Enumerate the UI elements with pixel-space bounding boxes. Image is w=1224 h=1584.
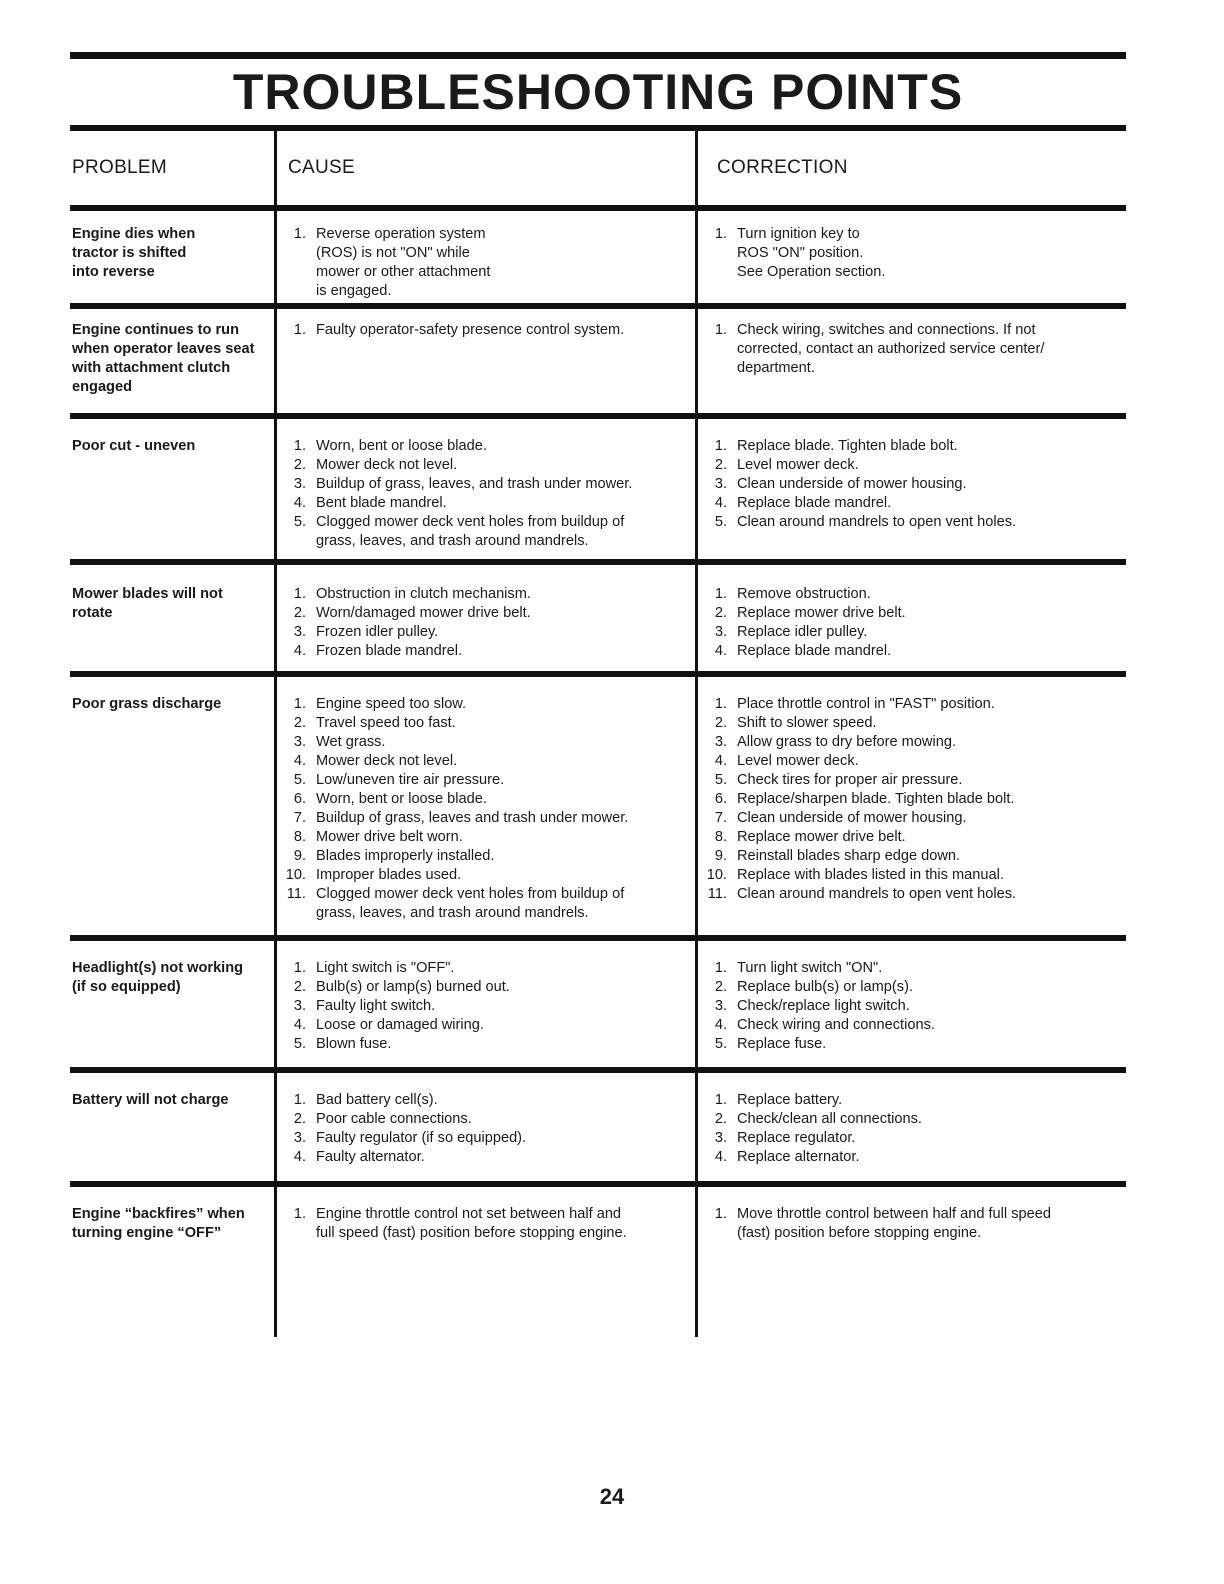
correction-list bbox=[705, 1091, 1126, 1167]
item-number: 4. bbox=[293, 1149, 306, 1165]
problem-cell: Poor cut - uneven bbox=[72, 438, 196, 454]
correction-item bbox=[705, 866, 1126, 885]
cause-cell bbox=[274, 225, 695, 303]
item-text: Improper blades used. bbox=[316, 867, 462, 883]
troubleshooting-table bbox=[70, 131, 1126, 1249]
correction-item bbox=[705, 752, 1126, 771]
item-number: 1. bbox=[293, 322, 306, 338]
item-text: Check wiring, switches and connections. If not corrected, contact an authorized service center/ department. bbox=[737, 322, 1045, 376]
table-row bbox=[70, 1073, 1126, 1181]
item-number: 1. bbox=[293, 960, 306, 976]
correction-list bbox=[705, 585, 1126, 661]
item-text: Mower deck not level. bbox=[316, 753, 458, 769]
item-text: Level mower deck. bbox=[737, 457, 859, 473]
correction-list bbox=[705, 1205, 1126, 1243]
cause-cell bbox=[274, 959, 695, 1067]
cause-item bbox=[284, 1091, 695, 1110]
correction-item bbox=[705, 847, 1126, 866]
cause-item bbox=[284, 695, 695, 714]
item-text: Faulty alternator. bbox=[316, 1149, 425, 1165]
correction-cell bbox=[695, 225, 1126, 303]
page-number: 24 bbox=[599, 1484, 625, 1509]
correction-item bbox=[705, 733, 1126, 752]
cause-item bbox=[284, 828, 695, 847]
item-text: Buildup of grass, leaves, and trash under mower. bbox=[316, 476, 633, 492]
correction-item bbox=[705, 623, 1126, 642]
cause-item bbox=[284, 978, 695, 997]
correction-cell bbox=[695, 437, 1126, 559]
item-text: Level mower deck. bbox=[737, 753, 859, 769]
correction-item bbox=[705, 695, 1126, 714]
item-text: Allow grass to dry before mowing. bbox=[737, 734, 956, 750]
item-number: 3. bbox=[293, 1130, 306, 1146]
item-text: Worn, bent or loose blade. bbox=[316, 791, 487, 807]
item-number: 1. bbox=[293, 586, 306, 602]
cause-cell bbox=[274, 437, 695, 559]
cause-cell bbox=[274, 695, 695, 935]
item-text: Engine speed too slow. bbox=[316, 696, 467, 712]
header-cause: CAUSE bbox=[288, 157, 355, 178]
cause-item bbox=[284, 623, 695, 642]
cause-item bbox=[284, 733, 695, 752]
item-number: 5. bbox=[293, 514, 306, 530]
correction-item bbox=[705, 809, 1126, 828]
correction-list bbox=[705, 959, 1126, 1054]
item-number: 1. bbox=[293, 1092, 306, 1108]
item-text: Move throttle control between half and full speed (fast) position before stopping engine. bbox=[737, 1206, 1051, 1241]
correction-list bbox=[705, 695, 1126, 904]
item-number: 6. bbox=[293, 791, 306, 807]
cause-list bbox=[284, 585, 695, 661]
table-row bbox=[70, 677, 1126, 935]
cause-item bbox=[284, 604, 695, 623]
troubleshooting-page bbox=[70, 52, 1126, 1249]
cause-list bbox=[284, 321, 695, 340]
table-row bbox=[70, 941, 1126, 1067]
item-number: 5. bbox=[714, 1036, 727, 1052]
item-text: Check/replace light switch. bbox=[737, 998, 910, 1014]
cause-item bbox=[284, 513, 695, 551]
item-number: 10. bbox=[706, 867, 727, 883]
cause-list bbox=[284, 959, 695, 1054]
item-number: 5. bbox=[293, 772, 306, 788]
item-number: 1. bbox=[714, 1092, 727, 1108]
item-text: Low/uneven tire air pressure. bbox=[316, 772, 505, 788]
item-number: 5. bbox=[714, 514, 727, 530]
item-number: 5. bbox=[293, 1036, 306, 1052]
cause-list bbox=[284, 1205, 695, 1243]
item-text: Bulb(s) or lamp(s) burned out. bbox=[316, 979, 510, 995]
problem-cell: Engine dies when tractor is shifted into reverse bbox=[72, 226, 196, 280]
item-text: Clean underside of mower housing. bbox=[737, 810, 967, 826]
item-text: Faulty light switch. bbox=[316, 998, 436, 1014]
item-text: Check wiring and connections. bbox=[737, 1017, 935, 1033]
table-header bbox=[70, 131, 1126, 205]
item-number: 3. bbox=[293, 998, 306, 1014]
item-text: Replace idler pulley. bbox=[737, 624, 868, 640]
item-number: 4. bbox=[714, 1017, 727, 1033]
correction-item bbox=[705, 225, 1126, 282]
item-number: 1. bbox=[293, 1206, 306, 1222]
cause-item bbox=[284, 771, 695, 790]
item-text: Mower drive belt worn. bbox=[316, 829, 463, 845]
cause-item bbox=[284, 475, 695, 494]
correction-item bbox=[705, 1129, 1126, 1148]
item-text: Frozen blade mandrel. bbox=[316, 643, 463, 659]
table-row bbox=[70, 565, 1126, 671]
item-text: Faulty regulator (if so equipped). bbox=[316, 1130, 527, 1146]
cause-item bbox=[284, 1129, 695, 1148]
cause-item bbox=[284, 321, 695, 340]
correction-list bbox=[705, 321, 1126, 378]
item-text: Engine throttle control not set between half and full speed (fast) position before stopping engine. bbox=[316, 1206, 627, 1241]
correction-item bbox=[705, 1110, 1126, 1129]
correction-item bbox=[705, 1148, 1126, 1167]
correction-item bbox=[705, 585, 1126, 604]
item-text: Wet grass. bbox=[316, 734, 386, 750]
cause-list bbox=[284, 695, 695, 923]
item-number: 2. bbox=[714, 457, 727, 473]
item-number: 2. bbox=[293, 715, 306, 731]
item-number: 10. bbox=[285, 867, 306, 883]
table-body bbox=[70, 211, 1126, 1249]
correction-item bbox=[705, 1205, 1126, 1243]
item-number: 2. bbox=[293, 1111, 306, 1127]
table-row bbox=[70, 309, 1126, 413]
correction-cell bbox=[695, 1205, 1126, 1249]
correction-cell bbox=[695, 1091, 1126, 1181]
item-number: 3. bbox=[293, 734, 306, 750]
item-number: 2. bbox=[293, 457, 306, 473]
table-row bbox=[70, 211, 1126, 303]
cause-item bbox=[284, 225, 695, 301]
column-divider-1 bbox=[274, 131, 277, 1337]
item-text: Replace blade. Tighten blade bolt. bbox=[737, 438, 958, 454]
item-text: Blown fuse. bbox=[316, 1036, 392, 1052]
header-correction: CORRECTION bbox=[717, 157, 848, 178]
correction-item bbox=[705, 959, 1126, 978]
item-text: Check/clean all connections. bbox=[737, 1111, 922, 1127]
item-number: 1. bbox=[714, 960, 727, 976]
correction-item bbox=[705, 1035, 1126, 1054]
page-title: TROUBLESHOOTING POINTS bbox=[232, 64, 964, 120]
correction-item bbox=[705, 828, 1126, 847]
item-number: 2. bbox=[293, 605, 306, 621]
item-text: Bent blade mandrel. bbox=[316, 495, 447, 511]
cause-cell bbox=[274, 585, 695, 671]
item-number: 1. bbox=[714, 1206, 727, 1222]
correction-cell bbox=[695, 959, 1126, 1067]
item-text: Reverse operation system (ROS) is not "ON" while mower or other attachment is engaged. bbox=[316, 226, 491, 299]
correction-item bbox=[705, 513, 1126, 532]
item-number: 8. bbox=[714, 829, 727, 845]
item-number: 3. bbox=[714, 624, 727, 640]
correction-item bbox=[705, 437, 1126, 456]
item-number: 2. bbox=[293, 979, 306, 995]
item-text: Faulty operator-safety presence control system. bbox=[316, 322, 625, 338]
item-text: Shift to slower speed. bbox=[737, 715, 877, 731]
item-text: Replace with blades listed in this manual. bbox=[737, 867, 1004, 883]
correction-item bbox=[705, 604, 1126, 623]
item-text: Buildup of grass, leaves and trash under mower. bbox=[316, 810, 629, 826]
item-number: 3. bbox=[714, 1130, 727, 1146]
item-text: Remove obstruction. bbox=[737, 586, 871, 602]
item-text: Replace alternator. bbox=[737, 1149, 860, 1165]
item-text: Replace regulator. bbox=[737, 1130, 856, 1146]
cause-cell bbox=[274, 321, 695, 413]
column-divider-2 bbox=[695, 131, 698, 1337]
top-rule bbox=[70, 52, 1126, 59]
item-number: 3. bbox=[714, 476, 727, 492]
item-number: 3. bbox=[714, 998, 727, 1014]
item-number: 1. bbox=[714, 226, 727, 242]
item-number: 11. bbox=[286, 886, 306, 902]
table-row bbox=[70, 1187, 1126, 1249]
item-number: 1. bbox=[293, 696, 306, 712]
item-text: Bad battery cell(s). bbox=[316, 1092, 438, 1108]
item-number: 2. bbox=[714, 715, 727, 731]
cause-item bbox=[284, 1110, 695, 1129]
correction-cell bbox=[695, 321, 1126, 413]
item-number: 4. bbox=[293, 753, 306, 769]
cause-list bbox=[284, 225, 695, 301]
cause-item bbox=[284, 714, 695, 733]
item-text: Travel speed too fast. bbox=[316, 715, 456, 731]
item-text: Check tires for proper air pressure. bbox=[737, 772, 963, 788]
problem-cell: Mower blades will not rotate bbox=[72, 586, 223, 621]
item-number: 2. bbox=[714, 1111, 727, 1127]
item-text: Mower deck not level. bbox=[316, 457, 458, 473]
item-number: 3. bbox=[293, 476, 306, 492]
item-number: 6. bbox=[714, 791, 727, 807]
item-text: Light switch is "OFF". bbox=[316, 960, 455, 976]
item-number: 11. bbox=[707, 886, 727, 902]
item-text: Clean underside of mower housing. bbox=[737, 476, 967, 492]
item-text: Obstruction in clutch mechanism. bbox=[316, 586, 531, 602]
cause-item bbox=[284, 1205, 695, 1243]
item-text: Replace blade mandrel. bbox=[737, 495, 892, 511]
item-text: Clogged mower deck vent holes from buildup of grass, leaves, and trash around mandrels. bbox=[316, 514, 625, 549]
item-text: Poor cable connections. bbox=[316, 1111, 472, 1127]
cause-list bbox=[284, 437, 695, 551]
item-text: Replace mower drive belt. bbox=[737, 829, 906, 845]
problem-cell: Battery will not charge bbox=[72, 1092, 229, 1108]
cause-item bbox=[284, 1148, 695, 1167]
header-problem: PROBLEM bbox=[72, 157, 168, 178]
table-row bbox=[70, 419, 1126, 559]
correction-item bbox=[705, 475, 1126, 494]
item-number: 9. bbox=[293, 848, 306, 864]
correction-item bbox=[705, 1091, 1126, 1110]
correction-item bbox=[705, 714, 1126, 733]
item-number: 7. bbox=[714, 810, 727, 826]
item-number: 1. bbox=[714, 322, 727, 338]
item-number: 1. bbox=[714, 696, 727, 712]
correction-item bbox=[705, 771, 1126, 790]
correction-list bbox=[705, 225, 1126, 282]
item-text: Blades improperly installed. bbox=[316, 848, 495, 864]
item-text: Clogged mower deck vent holes from buildup of grass, leaves, and trash around mandrels. bbox=[316, 886, 625, 921]
item-text: Turn ignition key to ROS "ON" position. See Operation section. bbox=[737, 226, 886, 280]
item-number: 9. bbox=[714, 848, 727, 864]
cause-cell bbox=[274, 1205, 695, 1249]
correction-item bbox=[705, 456, 1126, 475]
cause-item bbox=[284, 752, 695, 771]
item-number: 1. bbox=[293, 226, 306, 242]
item-number: 3. bbox=[714, 734, 727, 750]
item-number: 4. bbox=[293, 495, 306, 511]
correction-list bbox=[705, 437, 1126, 532]
cause-cell bbox=[274, 1091, 695, 1181]
correction-item bbox=[705, 790, 1126, 809]
cause-item bbox=[284, 1035, 695, 1054]
item-number: 4. bbox=[293, 1017, 306, 1033]
correction-item bbox=[705, 642, 1126, 661]
correction-item bbox=[705, 1016, 1126, 1035]
item-text: Worn, bent or loose blade. bbox=[316, 438, 487, 454]
item-number: 2. bbox=[714, 605, 727, 621]
cause-item bbox=[284, 959, 695, 978]
cause-item bbox=[284, 790, 695, 809]
cause-item bbox=[284, 866, 695, 885]
item-number: 1. bbox=[714, 586, 727, 602]
item-text: Replace bulb(s) or lamp(s). bbox=[737, 979, 913, 995]
item-text: Frozen idler pulley. bbox=[316, 624, 439, 640]
item-text: Turn light switch "ON". bbox=[737, 960, 883, 976]
item-text: Replace fuse. bbox=[737, 1036, 827, 1052]
cause-item bbox=[284, 885, 695, 923]
problem-cell: Engine “backfires” when turning engine “OFF” bbox=[72, 1206, 245, 1241]
cause-item bbox=[284, 1016, 695, 1035]
item-number: 5. bbox=[714, 772, 727, 788]
item-text: Clean around mandrels to open vent holes. bbox=[737, 886, 1017, 902]
item-number: 1. bbox=[714, 438, 727, 454]
cause-item bbox=[284, 437, 695, 456]
correction-cell bbox=[695, 585, 1126, 671]
item-number: 1. bbox=[293, 438, 306, 454]
item-number: 4. bbox=[714, 495, 727, 511]
item-number: 4. bbox=[714, 753, 727, 769]
item-number: 4. bbox=[293, 643, 306, 659]
cause-item bbox=[284, 809, 695, 828]
item-number: 3. bbox=[293, 624, 306, 640]
item-text: Replace battery. bbox=[737, 1092, 843, 1108]
item-number: 4. bbox=[714, 1149, 727, 1165]
item-text: Loose or damaged wiring. bbox=[316, 1017, 484, 1033]
correction-item bbox=[705, 321, 1126, 378]
cause-item bbox=[284, 847, 695, 866]
cause-item bbox=[284, 642, 695, 661]
item-text: Replace mower drive belt. bbox=[737, 605, 906, 621]
item-text: Replace/sharpen blade. Tighten blade bolt. bbox=[737, 791, 1015, 807]
cause-item bbox=[284, 456, 695, 475]
cause-item bbox=[284, 585, 695, 604]
problem-cell: Poor grass discharge bbox=[72, 696, 222, 712]
item-text: Worn/damaged mower drive belt. bbox=[316, 605, 531, 621]
problem-cell: Engine continues to run when operator leaves seat with attachment clutch engaged bbox=[72, 322, 255, 395]
item-text: Replace blade mandrel. bbox=[737, 643, 892, 659]
item-text: Reinstall blades sharp edge down. bbox=[737, 848, 961, 864]
correction-cell bbox=[695, 695, 1126, 935]
correction-item bbox=[705, 978, 1126, 997]
cause-item bbox=[284, 494, 695, 513]
item-text: Place throttle control in "FAST" position. bbox=[737, 696, 995, 712]
correction-item bbox=[705, 494, 1126, 513]
item-number: 7. bbox=[293, 810, 306, 826]
item-number: 2. bbox=[714, 979, 727, 995]
item-text: Clean around mandrels to open vent holes. bbox=[737, 514, 1017, 530]
correction-item bbox=[705, 885, 1126, 904]
cause-item bbox=[284, 997, 695, 1016]
cause-list bbox=[284, 1091, 695, 1167]
item-number: 4. bbox=[714, 643, 727, 659]
correction-item bbox=[705, 997, 1126, 1016]
problem-cell: Headlight(s) not working (if so equipped) bbox=[72, 960, 244, 995]
item-number: 8. bbox=[293, 829, 306, 845]
